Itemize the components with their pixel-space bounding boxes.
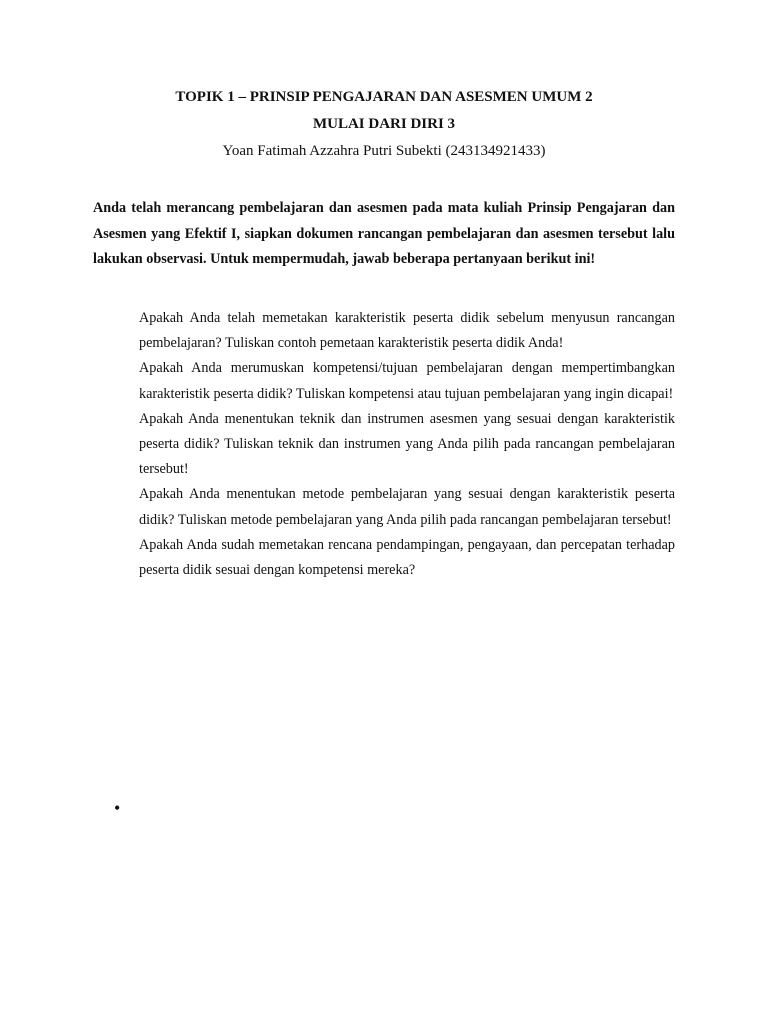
author-line: Yoan Fatimah Azzahra Putri Subekti (243134921433)	[222, 143, 546, 159]
question-item: Apakah Anda sudah memetakan rencana pendampingan, pengayaan, dan percepatan terhadap peserta didik sesuai dengan kompetensi mereka?	[139, 536, 675, 579]
document-subtitle: MULAI DARI DIRI 3	[312, 116, 456, 132]
question-item: Apakah Anda menentukan teknik dan instrumen asesmen yang sesuai dengan karakteristik peserta didik? Tuliskan teknik dan instrumen yang Anda pilih pada rancangan pembelajaran tersebut!	[139, 410, 675, 478]
instruction-paragraph: Anda telah merancang pembelajaran dan asesmen pada mata kuliah Prinsip Pengajaran dan Asesmen yang Efektif I, siapkan dokumen rancangan pembelajaran dan asesmen tersebut lalu lakukan observasi. Untuk mempermudah, jawab beberapa pertanyaan berikut ini!	[93, 200, 675, 267]
empty-bullet-point: •	[114, 798, 121, 818]
question-item: Apakah Anda merumuskan kompetensi/tujuan pembelajaran dengan mempertimbangkan karakteristik peserta didik? Tuliskan kompetensi atau tujuan pembelajaran yang ingin dicapai!	[139, 360, 675, 402]
document-title: TOPIK 1 – PRINSIP PENGAJARAN DAN ASESMEN UMUM 2	[175, 89, 593, 105]
question-item: Apakah Anda telah memetakan karakteristik peserta didik sebelum menyusun rancangan pembelajaran? Tuliskan contoh pemetaan karakteristik peserta didik Anda!	[139, 310, 675, 352]
question-list	[139, 306, 675, 583]
question-item: Apakah Anda menentukan metode pembelajaran yang sesuai dengan karakteristik peserta didik? Tuliskan metode pembelajaran yang Anda pilih pada rancangan pembelajaran tersebut!	[139, 486, 675, 528]
